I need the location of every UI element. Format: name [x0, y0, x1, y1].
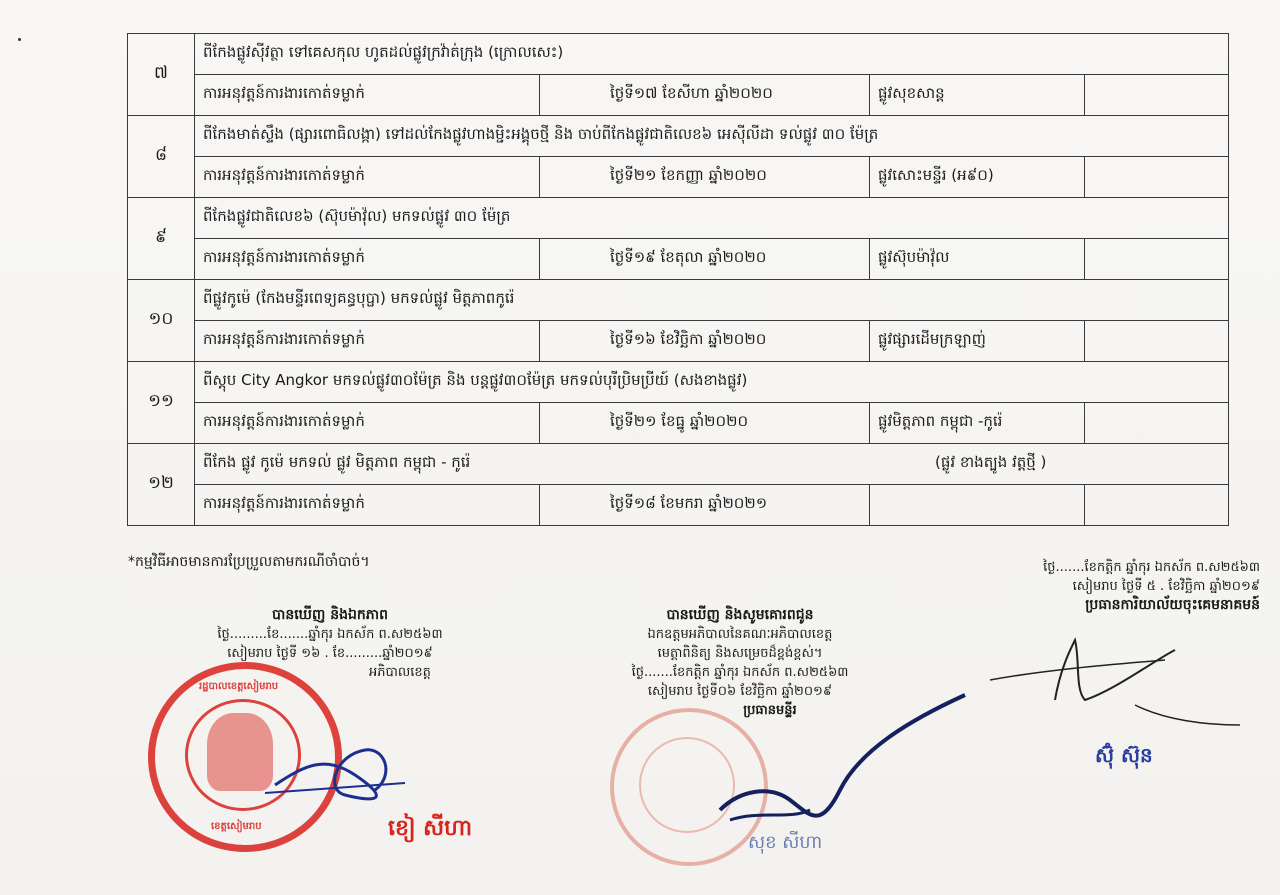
middle-signature: [690, 690, 980, 850]
table-row: [128, 116, 1229, 157]
row-number: ១២: [128, 444, 195, 526]
table-row: [128, 485, 1229, 526]
mid-sig-solar-date: សៀមរាប ថ្ងៃទី០៦ ខែវិច្ឆិកា ឆ្នាំ២០១៩: [647, 684, 833, 699]
mid-sig-line1: ឯកឧត្តមអភិបាលនៃគណៈអភិបាលខេត្ត: [647, 627, 833, 642]
route-description: [195, 116, 1229, 157]
mid-sig-heading: បានឃើញ និងសូមគោរពជូន: [666, 607, 814, 623]
route-text: ពីផ្លូវកូម៉េ (កែងមន្ទីរពេទ្យគន្ធបុប្ផា) មកទល់ផ្លូវ មិត្តភាពកូរ៉េ: [203, 289, 515, 307]
route-text: ពីកែងមាត់ស្ទឹង (ផ្សារពោធិលង្កា) ទៅដល់កែងផ្លូវហាងម្ជិះអង្គុចថ្មី និង ចាប់ពីកែងផ្លូវជាតិលេខ៦ អេស៊ីលីដា ទល់ផ្លូវ ៣០ ម៉ែត្រ: [203, 125, 879, 143]
table-row: [128, 75, 1229, 116]
row-number: ៩: [128, 198, 195, 280]
table-row: [128, 321, 1229, 362]
right-signature-block: [860, 558, 1260, 615]
work-type: ការអនុវត្តន៍ការងារកោត់ទម្លាក់: [195, 321, 540, 362]
road-name: ផ្លូវផ្សារដើមក្រឡាញ់: [870, 321, 1085, 362]
left-sig-title: អភិបាលខេត្ត: [369, 665, 431, 680]
seal-bottom-text: ខេត្តសៀមរាប: [211, 821, 262, 832]
work-date: ថ្ងៃទី២១ ខែធ្នូ ឆ្នាំ២០២០: [540, 403, 870, 444]
work-type: ការអនុវត្តន៍ការងារកោត់ទម្លាក់: [195, 485, 540, 526]
work-date: ថ្ងៃទី១៩ ខែតុលា ឆ្នាំ២០២០: [540, 239, 870, 280]
middle-signatory-name: សុខ សីហា: [748, 832, 823, 853]
mid-sig-line2: មេត្តាពិនិត្យ និងសម្រេចដ៏ខ្ពង់ខ្ពស់។: [657, 646, 823, 661]
row-number: ១១: [128, 362, 195, 444]
table-row: [128, 34, 1229, 75]
empty-cell: [1085, 75, 1229, 116]
route-note: (ផ្លូវ ខាងត្បូង វត្តថ្មី ): [935, 453, 1047, 471]
row-number: ៧: [128, 34, 195, 116]
empty-cell: [1085, 403, 1229, 444]
empty-cell: [1085, 157, 1229, 198]
row-number: ១០: [128, 280, 195, 362]
left-sig-solar-date: សៀមរាប ថ្ងៃទី ១៦ . ខែ.........ឆ្នាំ២០១៩: [227, 646, 433, 661]
route-description: [195, 362, 1229, 403]
road-name: ផ្លូវស៊ុបម៉ាវ៉ុល: [870, 239, 1085, 280]
left-sig-lunar-date: ថ្ងៃ.........ខែ.......ឆ្នាំកុរ ឯកស័ក ព.ស២៥៦៣: [217, 627, 443, 642]
right-signature: [985, 630, 1245, 740]
mid-sig-lunar-date: ថ្ងៃ.......ខែកត្តិក ឆ្នាំកុរ ឯកស័ក ព.ស២៥៦៣: [631, 665, 849, 680]
work-type: ការអនុវត្តន៍ការងារកោត់ទម្លាក់: [195, 403, 540, 444]
work-type: ការអនុវត្តន៍ការងារកោត់ទម្លាក់: [195, 75, 540, 116]
route-text: ពីកែងផ្លូវស៊ីវត្ថា ទៅគេសកុល ហូតដល់ផ្លូវក្រវ៉ាត់ក្រុង (ក្រោលសេះ): [203, 43, 564, 61]
route-description: [195, 444, 1229, 485]
route-schedule-table: [127, 33, 1229, 526]
route-text: ពីស្តុប City Angkor មកទល់ផ្លូវ៣០ម៉ែត្រ និង បន្តផ្លូវ៣០ម៉ែត្រ មកទល់បុរីប្រិមប្រីយ៍ (សងខាងផ្លូវ): [203, 371, 748, 389]
table-row: [128, 198, 1229, 239]
route-description: [195, 280, 1229, 321]
table-row: [128, 444, 1229, 485]
route-text: ពីកែង ផ្លូវ កូម៉េ មកទល់ ផ្លូវ មិត្តភាព កម្ពុជា - កូរ៉េ: [203, 453, 471, 471]
right-sig-lunar-date: ថ្ងៃ.......ខែកត្តិក ឆ្នាំកុរ ឯកស័ក ព.ស២៥៦៣: [1043, 560, 1260, 575]
table-row: [128, 403, 1229, 444]
work-type: ការអនុវត្តន៍ការងារកោត់ទម្លាក់: [195, 239, 540, 280]
empty-cell: [1085, 239, 1229, 280]
right-signatory-name: ស៊ុំ ស៊ុន: [1095, 743, 1153, 767]
left-signatory-name: ខៀ សីហា: [388, 816, 473, 841]
row-number: ៨: [128, 116, 195, 198]
route-text: ពីកែងផ្លូវជាតិលេខ៦ (ស៊ុបម៉ាវ៉ុល) មកទល់ផ្លូវ ៣០ ម៉ែត្រ: [203, 207, 511, 225]
right-sig-title: ប្រធានការិយាល័យចុះគេមនាគមន៍: [1085, 597, 1260, 613]
table-row: [128, 239, 1229, 280]
work-date: ថ្ងៃទី២១ ខែកញ្ញា ឆ្នាំ២០២០: [540, 157, 870, 198]
road-name: [870, 485, 1085, 526]
mid-sig-title: ប្រធានមន្ទីរ: [743, 703, 797, 718]
work-date: ថ្ងៃទី១៧ ខែសីហា ឆ្នាំ២០២០: [540, 75, 870, 116]
left-signature-block: [140, 606, 520, 682]
route-description: [195, 34, 1229, 75]
speck: [18, 38, 21, 41]
work-type: ការអនុវត្តន៍ការងារកោត់ទម្លាក់: [195, 157, 540, 198]
right-sig-solar-date: សៀមរាប ថ្ងៃទី ៥ . ខែវិច្ឆិកា ឆ្នាំ២០១៩: [1072, 579, 1260, 594]
road-name: ផ្លូវមិត្តភាព កម្ពុជា -កូរ៉េ: [870, 403, 1085, 444]
footnote: *កម្មវិធីអាចមានការប្រែប្រួលតាមករណីចាំបាច់។: [128, 554, 370, 570]
road-name: ផ្លូវសោះមន្ទីរ (អ៩០): [870, 157, 1085, 198]
work-date: ថ្ងៃទី១៨ ខែមករា ឆ្នាំ២០២១: [540, 485, 870, 526]
work-date: ថ្ងៃទី១៦ ខែវិច្ឆិកា ឆ្នាំ២០២០: [540, 321, 870, 362]
table-row: [128, 362, 1229, 403]
road-name: ផ្លូវសុខសាន្ត: [870, 75, 1085, 116]
empty-cell: [1085, 485, 1229, 526]
left-sig-heading: បានឃើញ និងឯកភាព: [272, 607, 388, 623]
table-row: [128, 157, 1229, 198]
seal-top-text: រដ្ឋបាលខេត្តសៀមរាប: [199, 681, 279, 692]
empty-cell: [1085, 321, 1229, 362]
table-row: [128, 280, 1229, 321]
left-signature: [265, 735, 415, 815]
route-description: [195, 198, 1229, 239]
